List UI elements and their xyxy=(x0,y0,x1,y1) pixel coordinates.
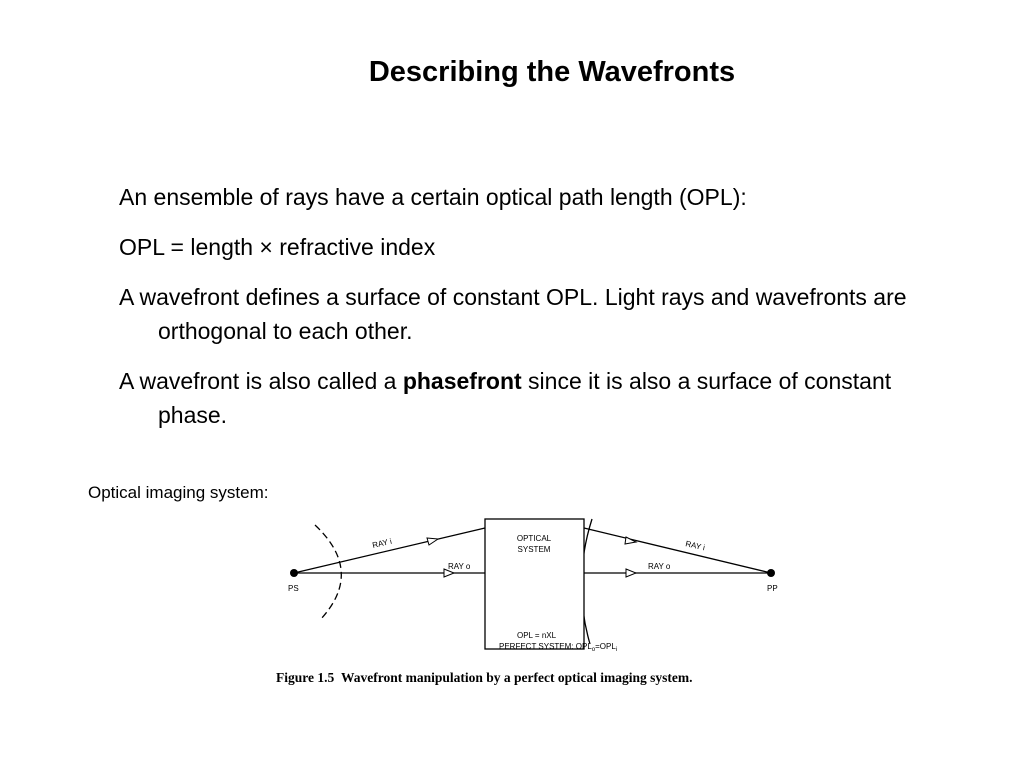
point-image-dot xyxy=(767,569,775,577)
phasefront-term: phasefront xyxy=(402,368,522,394)
label-box-line2: SYSTEM xyxy=(517,545,551,554)
label-ps: PS xyxy=(288,584,299,593)
label-opl-eq: OPL = nXL xyxy=(517,631,557,640)
bullet-phasefront xyxy=(119,364,949,432)
optical-system-figure xyxy=(270,500,800,665)
point-source-dot xyxy=(290,569,298,577)
ray-o-right-arrow xyxy=(626,569,636,577)
optical-system-diagram xyxy=(270,500,800,660)
label-ray-o-right: RAY o xyxy=(648,562,671,571)
figure-caption xyxy=(276,669,693,687)
label-perfect-system xyxy=(499,642,617,653)
ray-i-right xyxy=(584,528,771,573)
ray-i-left-arrow xyxy=(427,538,438,545)
figure-section-label: Optical imaging system: xyxy=(88,483,269,502)
bullet-wavefront-definition: A wavefront defines a surface of constant OPL. Light rays and wavefronts are orthogonal to each other. xyxy=(119,284,907,344)
label-perfect-sub-o: o xyxy=(591,647,596,653)
figure-caption-text: Wavefront manipulation by a perfect optical imaging system. xyxy=(341,670,693,685)
bullet-list xyxy=(119,180,949,432)
figure-number: Figure 1.5 xyxy=(276,670,335,685)
label-ray-i-left: RAY i xyxy=(371,536,393,550)
label-pp: PP xyxy=(767,584,778,593)
bullet-phasefront-start: A wavefront is also called a xyxy=(119,368,403,394)
label-ray-o-left: RAY o xyxy=(448,562,471,571)
slide-title: Describing the Wavefronts xyxy=(368,56,736,88)
label-box-line1: OPTICAL xyxy=(516,534,552,543)
label-perfect-prefix: PERFECT SYSTEM: OPL xyxy=(499,642,592,651)
bullet-opl-definition: An ensemble of rays have a certain optical path length (OPL): xyxy=(119,184,747,210)
bullet-phasefront-end: since it is also a surface of constant phase. xyxy=(158,368,892,428)
label-perfect-sub-i: i xyxy=(615,647,618,653)
label-perfect-eq: =OPL xyxy=(595,642,616,651)
label-ray-i-right: RAY i xyxy=(684,539,706,553)
bullet-opl-formula: OPL = length × refractive index xyxy=(119,234,436,260)
